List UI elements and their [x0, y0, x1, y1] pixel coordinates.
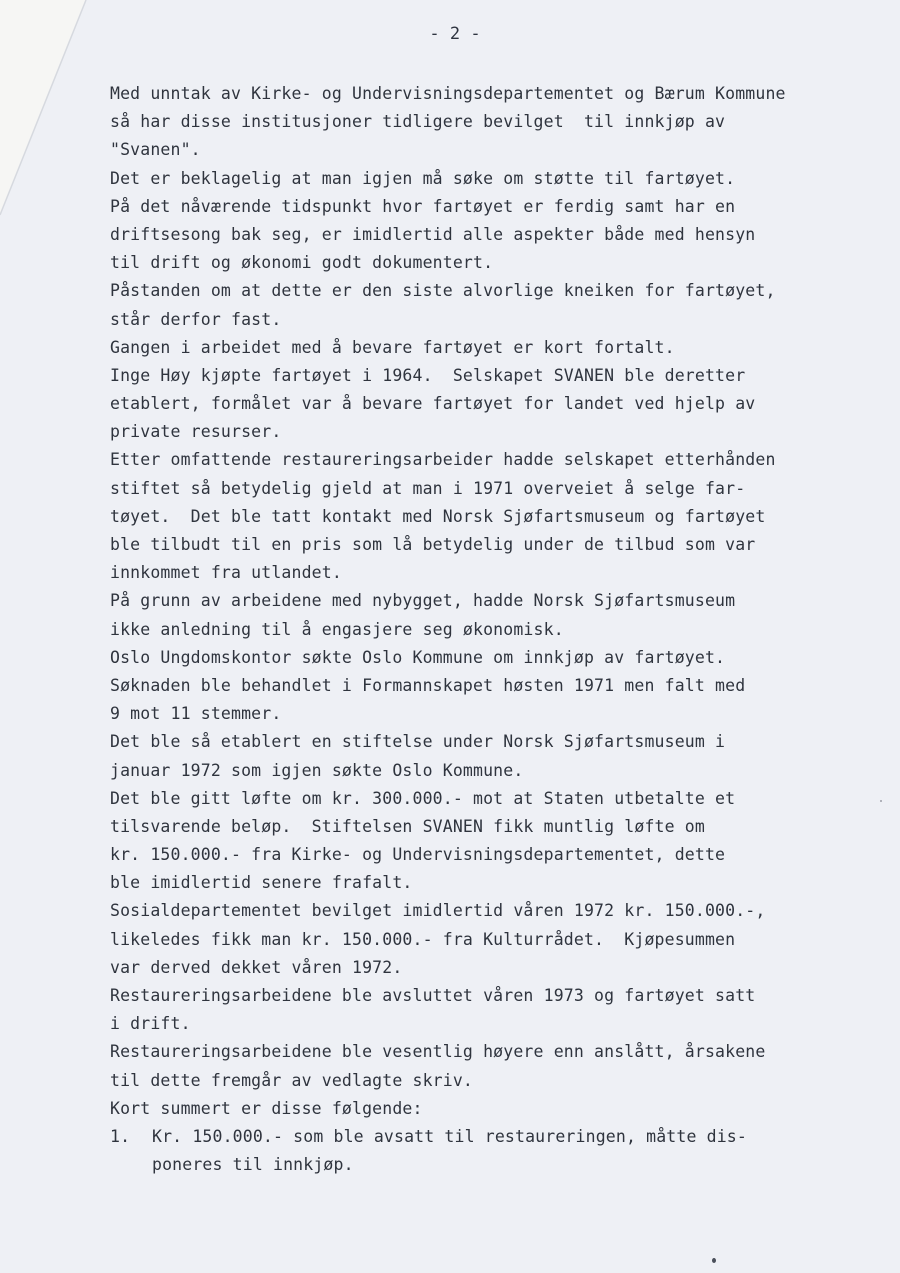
text-line: 9 mot 11 stemmer.: [110, 704, 282, 724]
list-item-number: 1.: [110, 1126, 131, 1146]
text-line: Gangen i arbeidet med å bevare fartøyet er kort fortalt.: [110, 337, 675, 357]
text-line: Kort summert er disse følgende:: [110, 1098, 423, 1118]
text-line: stiftet så betydelig gjeld at man i 1971 overveiet å selge far-: [110, 478, 746, 498]
text-line: til dette fremgår av vedlagte skriv.: [110, 1070, 474, 1090]
text-line: private resurser.: [110, 422, 282, 442]
text-line: Restaureringsarbeidene ble vesentlig høyere enn anslått, årsakene: [110, 1042, 766, 1062]
text-line: til drift og økonomi godt dokumentert.: [110, 253, 494, 273]
text-line: Inge Høy kjøpte fartøyet i 1964. Selskapet SVANEN ble deretter: [110, 365, 746, 385]
text-line: tilsvarende beløp. Stiftelsen SVANEN fikk muntlig løfte om: [110, 816, 705, 836]
text-line: Sosialdepartementet bevilget imidlertid våren 1972 kr. 150.000.-,: [110, 901, 766, 921]
scan-speck: [880, 800, 882, 802]
text-line: Søknaden ble behandlet i Formannskapet høsten 1971 men falt med: [110, 675, 746, 695]
text-line: ble imidlertid senere frafalt.: [110, 873, 413, 893]
text-line: Oslo Ungdomskontor søkte Oslo Kommune om innkjøp av fartøyet.: [110, 647, 726, 667]
text-line: "Svanen".: [110, 140, 201, 160]
text-line: Etter omfattende restaureringsarbeider hadde selskapet etterhånden: [110, 450, 776, 470]
text-line: Med unntak av Kirke- og Undervisningsdepartementet og Bærum Kommune: [110, 84, 786, 103]
text-line: står derfor fast.: [110, 309, 282, 329]
text-line: ikke anledning til å engasjere seg økonomisk.: [110, 619, 564, 639]
text-line: Restaureringsarbeidene ble avsluttet våren 1973 og fartøyet satt: [110, 986, 756, 1005]
text-line: ble tilbudt til en pris som lå betydelig under de tilbud som var: [110, 535, 756, 554]
text-line: i drift.: [110, 1014, 191, 1034]
text-line: var derved dekket våren 1972.: [110, 957, 403, 977]
text-line: etablert, formålet var å bevare fartøyet for landet ved hjelp av: [110, 394, 756, 414]
text-line: kr. 150.000.- fra Kirke- og Undervisningsdepartementet, dette: [110, 845, 726, 865]
text-line: Det er beklagelig at man igjen må søke om støtte til fartøyet.: [110, 168, 736, 188]
text-line: På det nåværende tidspunkt hvor fartøyet er ferdig samt har en: [110, 196, 736, 216]
text-line: Det ble så etablert en stiftelse under Norsk Sjøfartsmuseum i: [110, 732, 726, 752]
letter-body: [110, 80, 890, 1179]
text-line: så har disse institusjoner tidligere bevilget til innkjøp av: [110, 112, 726, 132]
text-line: Påstanden om at dette er den siste alvorlige kneiken for fartøyet,: [110, 281, 776, 301]
list-item-continuation: poneres til innkjøp.: [152, 1155, 354, 1175]
list-item: [110, 1123, 890, 1151]
scan-speck: [712, 1258, 716, 1263]
text-line: januar 1972 som igjen søkte Oslo Kommune.: [110, 760, 524, 780]
text-line: Det ble gitt løfte om kr. 300.000.- mot at Staten utbetalte et: [110, 788, 736, 808]
text-line: tøyet. Det ble tatt kontakt med Norsk Sjøfartsmuseum og fartøyet: [110, 506, 766, 526]
text-line: På grunn av arbeidene med nybygget, hadde Norsk Sjøfartsmuseum: [110, 591, 736, 611]
page-number: - 2 -: [429, 24, 481, 44]
list-item-text: Kr. 150.000.- som ble avsatt til restaureringen, måtte dis-: [152, 1126, 747, 1146]
text-line: innkommet fra utlandet.: [110, 563, 342, 583]
text-line: likeledes fikk man kr. 150.000.- fra Kulturrådet. Kjøpesummen: [110, 929, 736, 949]
text-line: driftsesong bak seg, er imidlertid alle aspekter både med hensyn: [110, 224, 756, 244]
